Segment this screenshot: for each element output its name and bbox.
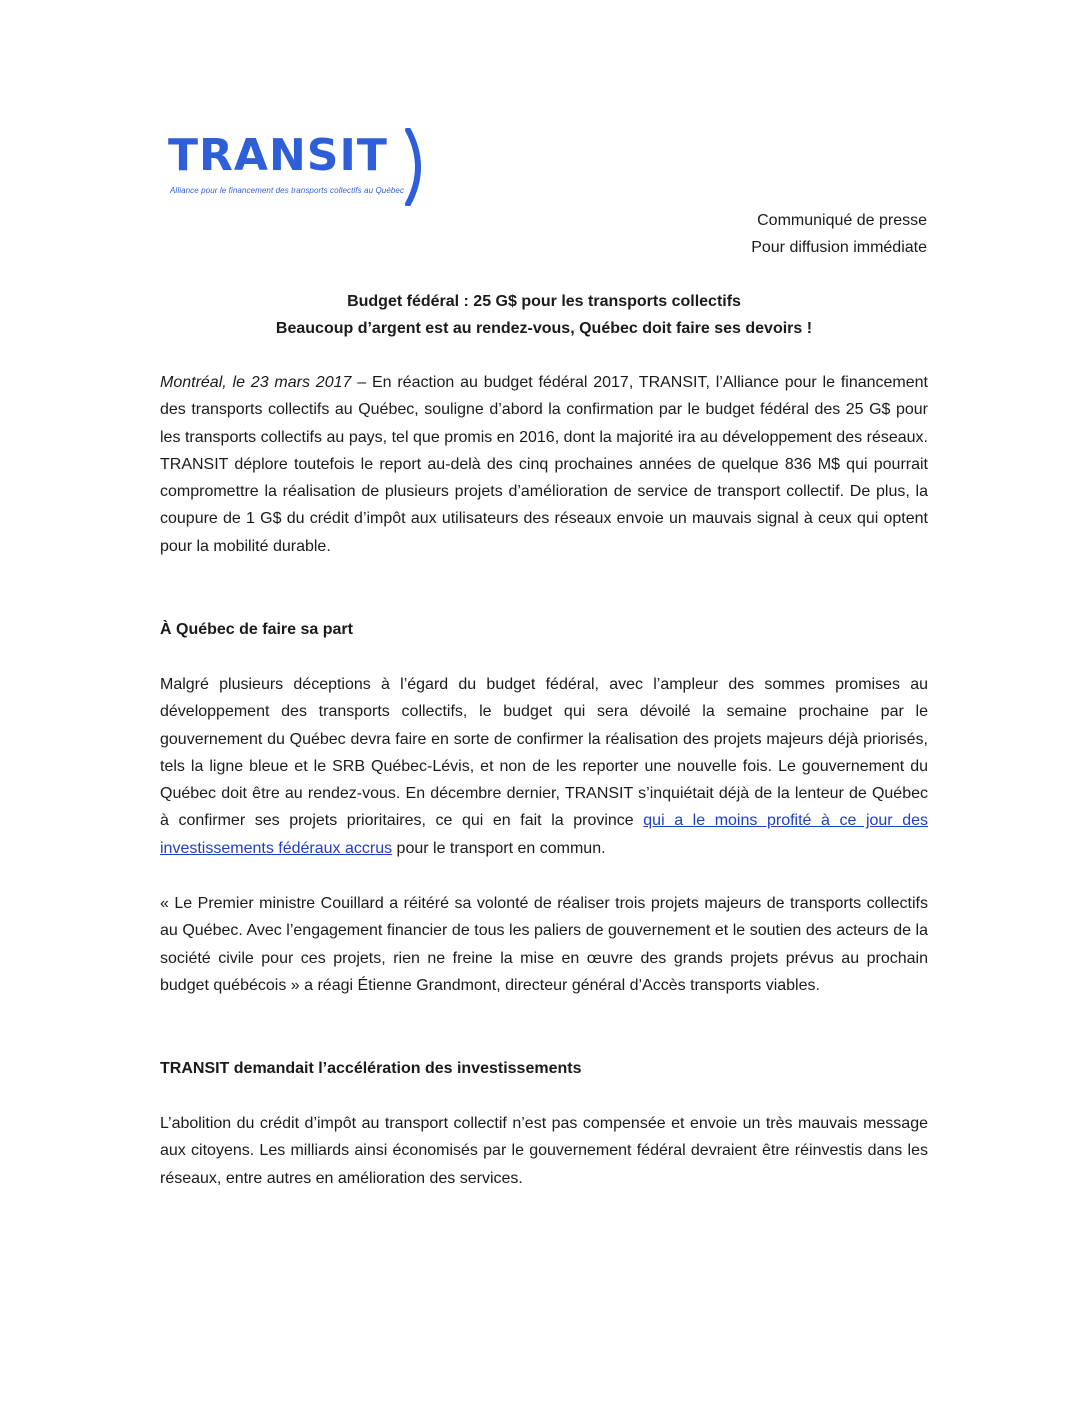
paragraph-quebec-text-a: Malgré plusieurs déceptions à l’égard du budget fédéral, avec l’ampleur des sommes promises au développement des transports collectifs, le budget qui sera dévoilé la semaine prochaine par le gouvernement du Québec devra faire en sorte de confirmer la réalisation des projets majeurs déjà priorisés, tels la ligne bleue et le SRB Québec-Lévis, et non de les reporter une nouvelle fois. Le gouvernement du Québec doit être au rendez-vous. En décembre dernier, TRANSIT s’inquiétait déjà de la lenteur de Québec à confirmer ses projets prioritaires, ce qui en fait la province [160,676,928,830]
paragraph-quebec [160,671,928,862]
logo-wordmark: TRANSIT [168,130,388,181]
paragraph-tax-credit-text: L’abolition du crédit d’impôt au transport collectif n’est pas compensée et envoie un très mauvais message aux citoyens. Les milliards ainsi économisés par le gouvernement fédéral devraient être réinvestis dans les réseaux, entre autres en amélioration des services. [160,1115,928,1187]
section-heading-acceleration: TRANSIT demandait l’accélération des investissements [160,1060,582,1077]
release-type: Communiqué de presse [757,212,927,229]
transit-logo [166,128,436,208]
paragraph-intro-text: – En réaction au budget fédéral 2017, TRANSIT, l’Alliance pour le financement des transports collectifs au Québec, souligne d’abord la confirmation par le budget fédéral des 25 G$ pour les transports collectifs au pays, tel que promis en 2016, dont la majorité ira au développement des réseaux. TRANSIT déplore toutefois le report au-delà des cinq prochaines années de quelque 836 M$ qui pourrait compromettre la réalisation de plusieurs projets d’amélioration de service de transport collectif. De plus, la coupure de 1 G$ du crédit d’impôt aux utilisateurs des réseaux envoie un mauvais signal à ceux qui optent pour la mobilité durable. [160,374,929,555]
dateline: Montréal, le 23 mars 2017 [160,374,352,391]
release-timing: Pour diffusion immédiate [751,239,927,256]
federal-investments-link[interactable]: qui a le moins profité à ce jour des investissements fédéraux accrus [160,812,929,857]
headline [160,288,928,342]
section-heading-quebec: À Québec de faire sa part [160,621,353,638]
paragraph-quote [160,890,928,999]
paragraph-quote-text: « Le Premier ministre Couillard a réitéré sa volonté de réaliser trois projets majeurs de transports collectifs au Québec. Avec l’engagement financier de tous les paliers de gouvernement et le soutien des acteurs de la société civile pour ces projets, rien ne freine la mise en œuvre des grands projets prévus au prochain budget québécois » a réagi Étienne Grandmont, directeur général d’Accès transports viables. [160,895,928,994]
paragraph-tax-credit [160,1110,928,1192]
press-release-meta [751,207,927,261]
headline-subtitle: Beaucoup d’argent est au rendez-vous, Québec doit faire ses devoirs ! [275,320,813,337]
paragraph-quebec-text-b: pour le transport en commun. [392,839,606,857]
logo-tagline: Alliance pour le financement des transports collectifs au Québec [170,186,405,195]
headline-title: Budget fédéral : 25 G$ pour les transports collectifs [347,293,741,310]
paragraph-intro [160,369,928,560]
chevron-right-icon [402,128,434,206]
